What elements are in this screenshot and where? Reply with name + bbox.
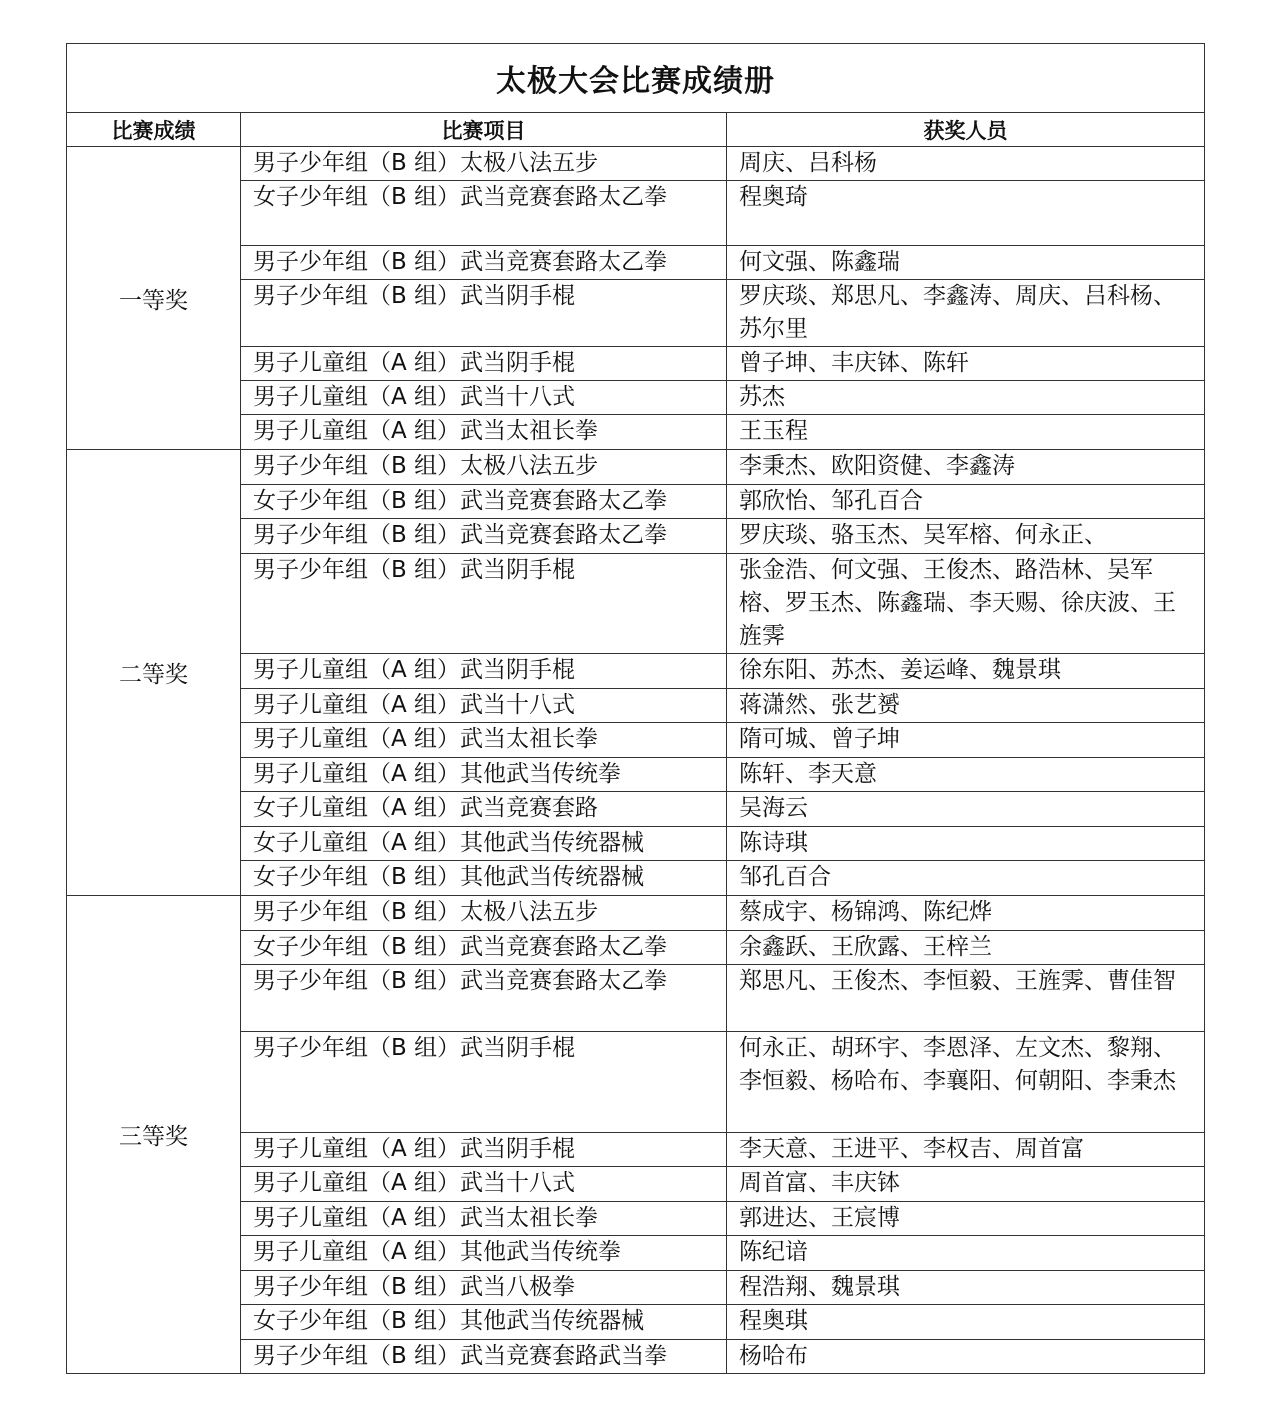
event-cell: 男子儿童组（A 组）其他武当传统拳 (241, 758, 727, 792)
winners-cell: 程奥琦 (727, 181, 1205, 246)
table-row (67, 450, 1205, 485)
event-cell: 男子儿童组（A 组）武当阴手棍 (241, 654, 727, 689)
winners-cell: 曾子坤、丰庆钵、陈轩 (727, 347, 1205, 381)
event-cell: 男子儿童组（A 组）武当阴手棍 (241, 1133, 727, 1167)
header-award: 比赛成绩 (67, 113, 241, 147)
winners-cell: 邹孔百合 (727, 861, 1205, 896)
event-cell: 男子儿童组（A 组）武当太祖长拳 (241, 1202, 727, 1236)
table-row (67, 147, 1205, 181)
winners-cell: 王玉程 (727, 415, 1205, 450)
event-cell: 男子少年组（B 组）太极八法五步 (241, 896, 727, 931)
event-cell: 女子少年组（B 组）其他武当传统器械 (241, 1305, 727, 1340)
event-cell: 男子儿童组（A 组）武当阴手棍 (241, 347, 727, 381)
winners-cell: 陈轩、李天意 (727, 758, 1205, 792)
event-cell: 女子少年组（B 组）其他武当传统器械 (241, 861, 727, 896)
winners-cell: 郭进达、王宸博 (727, 1202, 1205, 1236)
winners-cell: 罗庆琰、郑思凡、李鑫涛、周庆、吕科杨、苏尔里 (727, 280, 1205, 347)
header-winners: 获奖人员 (727, 113, 1205, 147)
event-cell: 男子少年组（B 组）武当阴手棍 (241, 1032, 727, 1133)
winners-cell: 程奥琪 (727, 1305, 1205, 1340)
award-level: 二等奖 (67, 450, 241, 896)
document-title: 太极大会比赛成绩册 (67, 44, 1205, 113)
winners-cell: 程浩翔、魏景琪 (727, 1271, 1205, 1305)
winners-cell: 余鑫跃、王欣露、王梓兰 (727, 931, 1205, 965)
winners-cell: 徐东阳、苏杰、姜运峰、魏景琪 (727, 654, 1205, 689)
winners-cell: 罗庆琰、骆玉杰、吴军榕、何永正、 (727, 519, 1205, 554)
event-cell: 男子少年组（B 组）太极八法五步 (241, 147, 727, 181)
winners-cell: 蔡成宇、杨锦鸿、陈纪烨 (727, 896, 1205, 931)
winners-cell: 张金浩、何文强、王俊杰、路浩林、吴军榕、罗玉杰、陈鑫瑞、李天赐、徐庆波、王旌霁 (727, 554, 1205, 654)
winners-cell: 郭欣怡、邹孔百合 (727, 485, 1205, 519)
header-event: 比赛项目 (241, 113, 727, 147)
winners-cell: 苏杰 (727, 381, 1205, 415)
winners-cell: 李秉杰、欧阳资健、李鑫涛 (727, 450, 1205, 485)
event-cell: 男子儿童组（A 组）武当十八式 (241, 1167, 727, 1202)
winners-cell: 周首富、丰庆钵 (727, 1167, 1205, 1202)
winners-cell: 隋可城、曾子坤 (727, 723, 1205, 758)
award-level: 一等奖 (67, 147, 241, 450)
event-cell: 男子少年组（B 组）武当竞赛套路太乙拳 (241, 246, 727, 280)
event-cell: 男子儿童组（A 组）武当太祖长拳 (241, 723, 727, 758)
event-cell: 男子少年组（B 组）武当竞赛套路太乙拳 (241, 965, 727, 1032)
event-cell: 男子儿童组（A 组）武当十八式 (241, 381, 727, 415)
table-row (67, 896, 1205, 931)
event-cell: 女子少年组（B 组）武当竞赛套路太乙拳 (241, 181, 727, 246)
event-cell: 男子少年组（B 组）武当竞赛套路武当拳 (241, 1340, 727, 1374)
winners-cell: 何永正、胡环宇、李恩泽、左文杰、黎翔、李恒毅、杨哈布、李襄阳、何朝阳、李秉杰 (727, 1032, 1205, 1133)
event-cell: 男子少年组（B 组）武当阴手棍 (241, 280, 727, 347)
event-cell: 男子少年组（B 组）武当竞赛套路太乙拳 (241, 519, 727, 554)
winners-cell: 李天意、王进平、李权吉、周首富 (727, 1133, 1205, 1167)
event-cell: 女子少年组（B 组）武当竞赛套路太乙拳 (241, 931, 727, 965)
event-cell: 男子少年组（B 组）武当阴手棍 (241, 554, 727, 654)
event-cell: 男子儿童组（A 组）其他武当传统拳 (241, 1236, 727, 1271)
results-sheet (66, 43, 1204, 1374)
event-cell: 女子少年组（B 组）武当竞赛套路太乙拳 (241, 485, 727, 519)
winners-cell: 陈诗琪 (727, 827, 1205, 861)
event-cell: 男子少年组（B 组）太极八法五步 (241, 450, 727, 485)
award-level: 三等奖 (67, 896, 241, 1374)
results-table (66, 43, 1205, 1374)
winners-cell: 蒋潇然、张艺赟 (727, 689, 1205, 723)
winners-cell: 杨哈布 (727, 1340, 1205, 1374)
winners-cell: 何文强、陈鑫瑞 (727, 246, 1205, 280)
event-cell: 男子儿童组（A 组）武当十八式 (241, 689, 727, 723)
event-cell: 女子儿童组（A 组）其他武当传统器械 (241, 827, 727, 861)
header-row (67, 113, 1205, 147)
event-cell: 男子儿童组（A 组）武当太祖长拳 (241, 415, 727, 450)
winners-cell: 郑思凡、王俊杰、李恒毅、王旌霁、曹佳智 (727, 965, 1205, 1032)
winners-cell: 吴海云 (727, 792, 1205, 827)
title-row (67, 44, 1205, 113)
event-cell: 男子少年组（B 组）武当八极拳 (241, 1271, 727, 1305)
winners-cell: 陈纪谙 (727, 1236, 1205, 1271)
event-cell: 女子儿童组（A 组）武当竞赛套路 (241, 792, 727, 827)
winners-cell: 周庆、吕科杨 (727, 147, 1205, 181)
